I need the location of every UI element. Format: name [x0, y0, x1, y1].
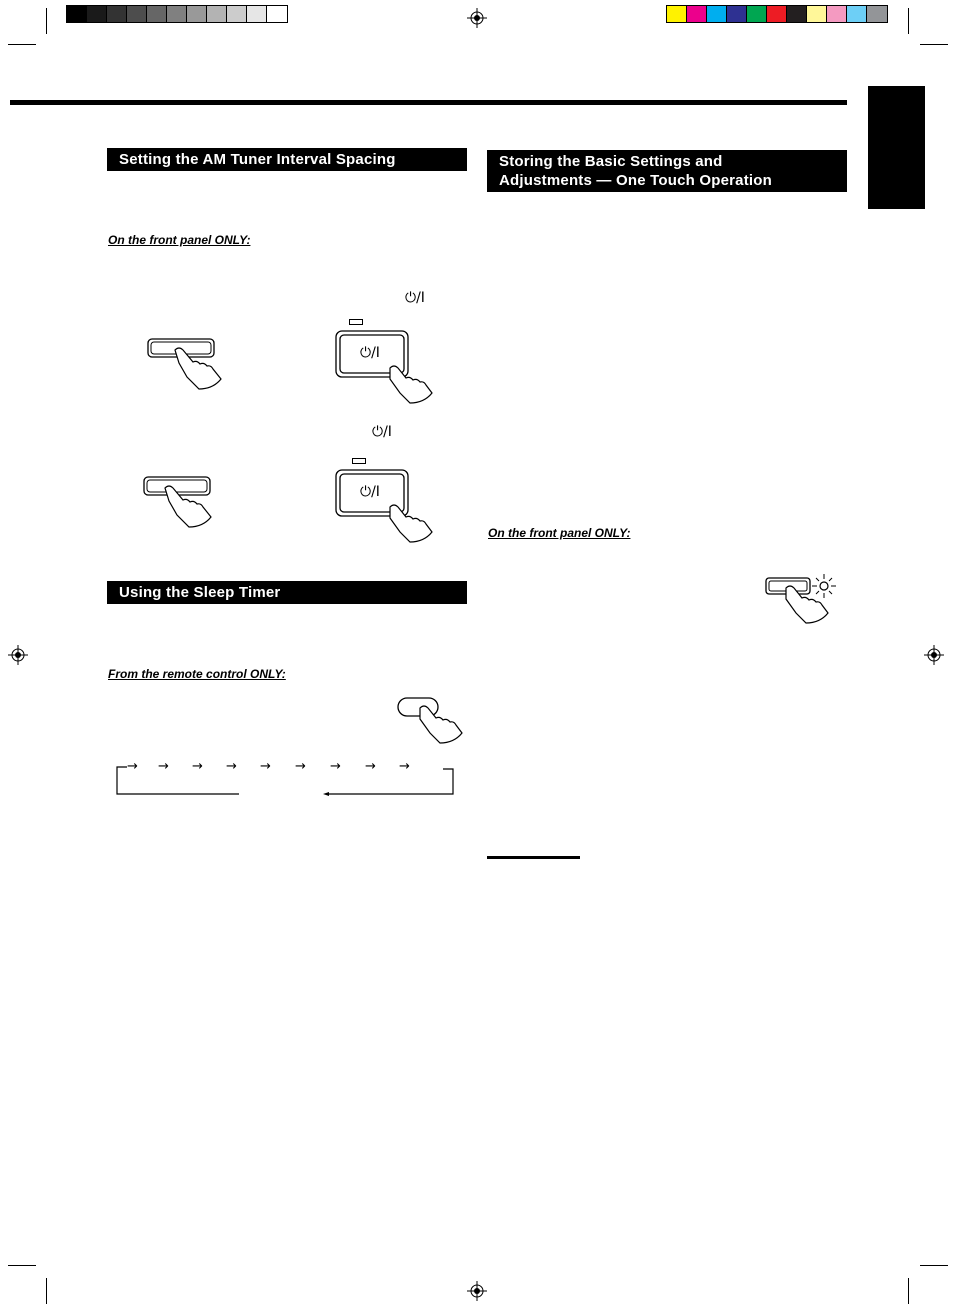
storing-front-panel-note: On the front panel ONLY:	[488, 526, 631, 540]
registration-mark-bottom	[467, 1281, 487, 1301]
crop-mark	[8, 44, 36, 45]
grayscale-swatch	[147, 6, 167, 22]
language-side-tab	[868, 86, 925, 209]
grayscale-swatch	[267, 6, 287, 22]
color-swatch	[707, 6, 727, 22]
color-swatch	[867, 6, 887, 22]
grayscale-swatch	[227, 6, 247, 22]
sleep-remote-note: From the remote control ONLY:	[108, 667, 286, 681]
color-swatch	[807, 6, 827, 22]
notes-rule	[487, 856, 580, 859]
crop-mark	[8, 1265, 36, 1266]
am-tuner-heading: Setting the AM Tuner Interval Spacing	[107, 148, 467, 171]
sleep-cycle-loop	[115, 764, 457, 798]
sleep-cycle-arrow: →	[330, 759, 341, 774]
color-swatch	[827, 6, 847, 22]
sleep-cycle-arrow: →	[399, 759, 410, 774]
crop-mark	[920, 44, 948, 45]
crop-mark	[908, 8, 909, 34]
sleep-cycle-arrow: →	[295, 759, 306, 774]
button-press-illustration-1	[145, 336, 235, 386]
remote-button-illustration	[396, 696, 466, 746]
registration-mark-left	[8, 645, 28, 665]
power-button-label-2: ⏻/I	[360, 484, 380, 500]
color-swatch	[847, 6, 867, 22]
power-button-label-1: ⏻/I	[360, 345, 380, 361]
power-indicator-1	[349, 319, 363, 325]
grayscale-calibration-bar	[66, 5, 288, 23]
grayscale-swatch	[107, 6, 127, 22]
crop-mark	[46, 8, 47, 34]
crop-mark	[920, 1265, 948, 1266]
color-swatch	[687, 6, 707, 22]
sleep-cycle-arrow: →	[365, 759, 376, 774]
power-symbol-label-1: ⏻/I	[405, 290, 425, 306]
crop-mark	[46, 1278, 47, 1304]
color-swatch	[747, 6, 767, 22]
grayscale-swatch	[87, 6, 107, 22]
sleep-cycle-arrow: →	[226, 759, 237, 774]
sleep-cycle-arrow: →	[127, 759, 138, 774]
registration-mark-right	[924, 645, 944, 665]
grayscale-swatch	[187, 6, 207, 22]
color-swatch	[667, 6, 687, 22]
am-front-panel-note: On the front panel ONLY:	[108, 233, 251, 247]
power-symbol-label-2: ⏻/I	[372, 424, 392, 440]
power-button-illustration-2	[335, 469, 435, 539]
storing-heading-line-2: Adjustments — One Touch Operation	[499, 172, 773, 189]
color-swatch	[767, 6, 787, 22]
storing-settings-heading	[487, 150, 847, 192]
sleep-cycle-arrow: →	[192, 759, 203, 774]
registration-mark-top	[467, 8, 487, 28]
one-touch-button-illustration	[764, 572, 844, 628]
grayscale-swatch	[207, 6, 227, 22]
header-rule	[10, 100, 847, 105]
sleep-timer-heading: Using the Sleep Timer	[107, 581, 467, 604]
button-press-illustration-2	[141, 474, 231, 524]
grayscale-swatch	[167, 6, 187, 22]
color-calibration-bar	[666, 5, 888, 23]
storing-heading-line-1: Storing the Basic Settings and	[499, 153, 723, 170]
color-swatch	[727, 6, 747, 22]
grayscale-swatch	[247, 6, 267, 22]
grayscale-swatch	[67, 6, 87, 22]
sleep-cycle-arrow: →	[260, 759, 271, 774]
power-button-illustration-1	[335, 330, 435, 400]
crop-mark	[908, 1278, 909, 1304]
power-indicator-2	[352, 458, 366, 464]
grayscale-swatch	[127, 6, 147, 22]
sleep-cycle-arrow: →	[158, 759, 169, 774]
color-swatch	[787, 6, 807, 22]
